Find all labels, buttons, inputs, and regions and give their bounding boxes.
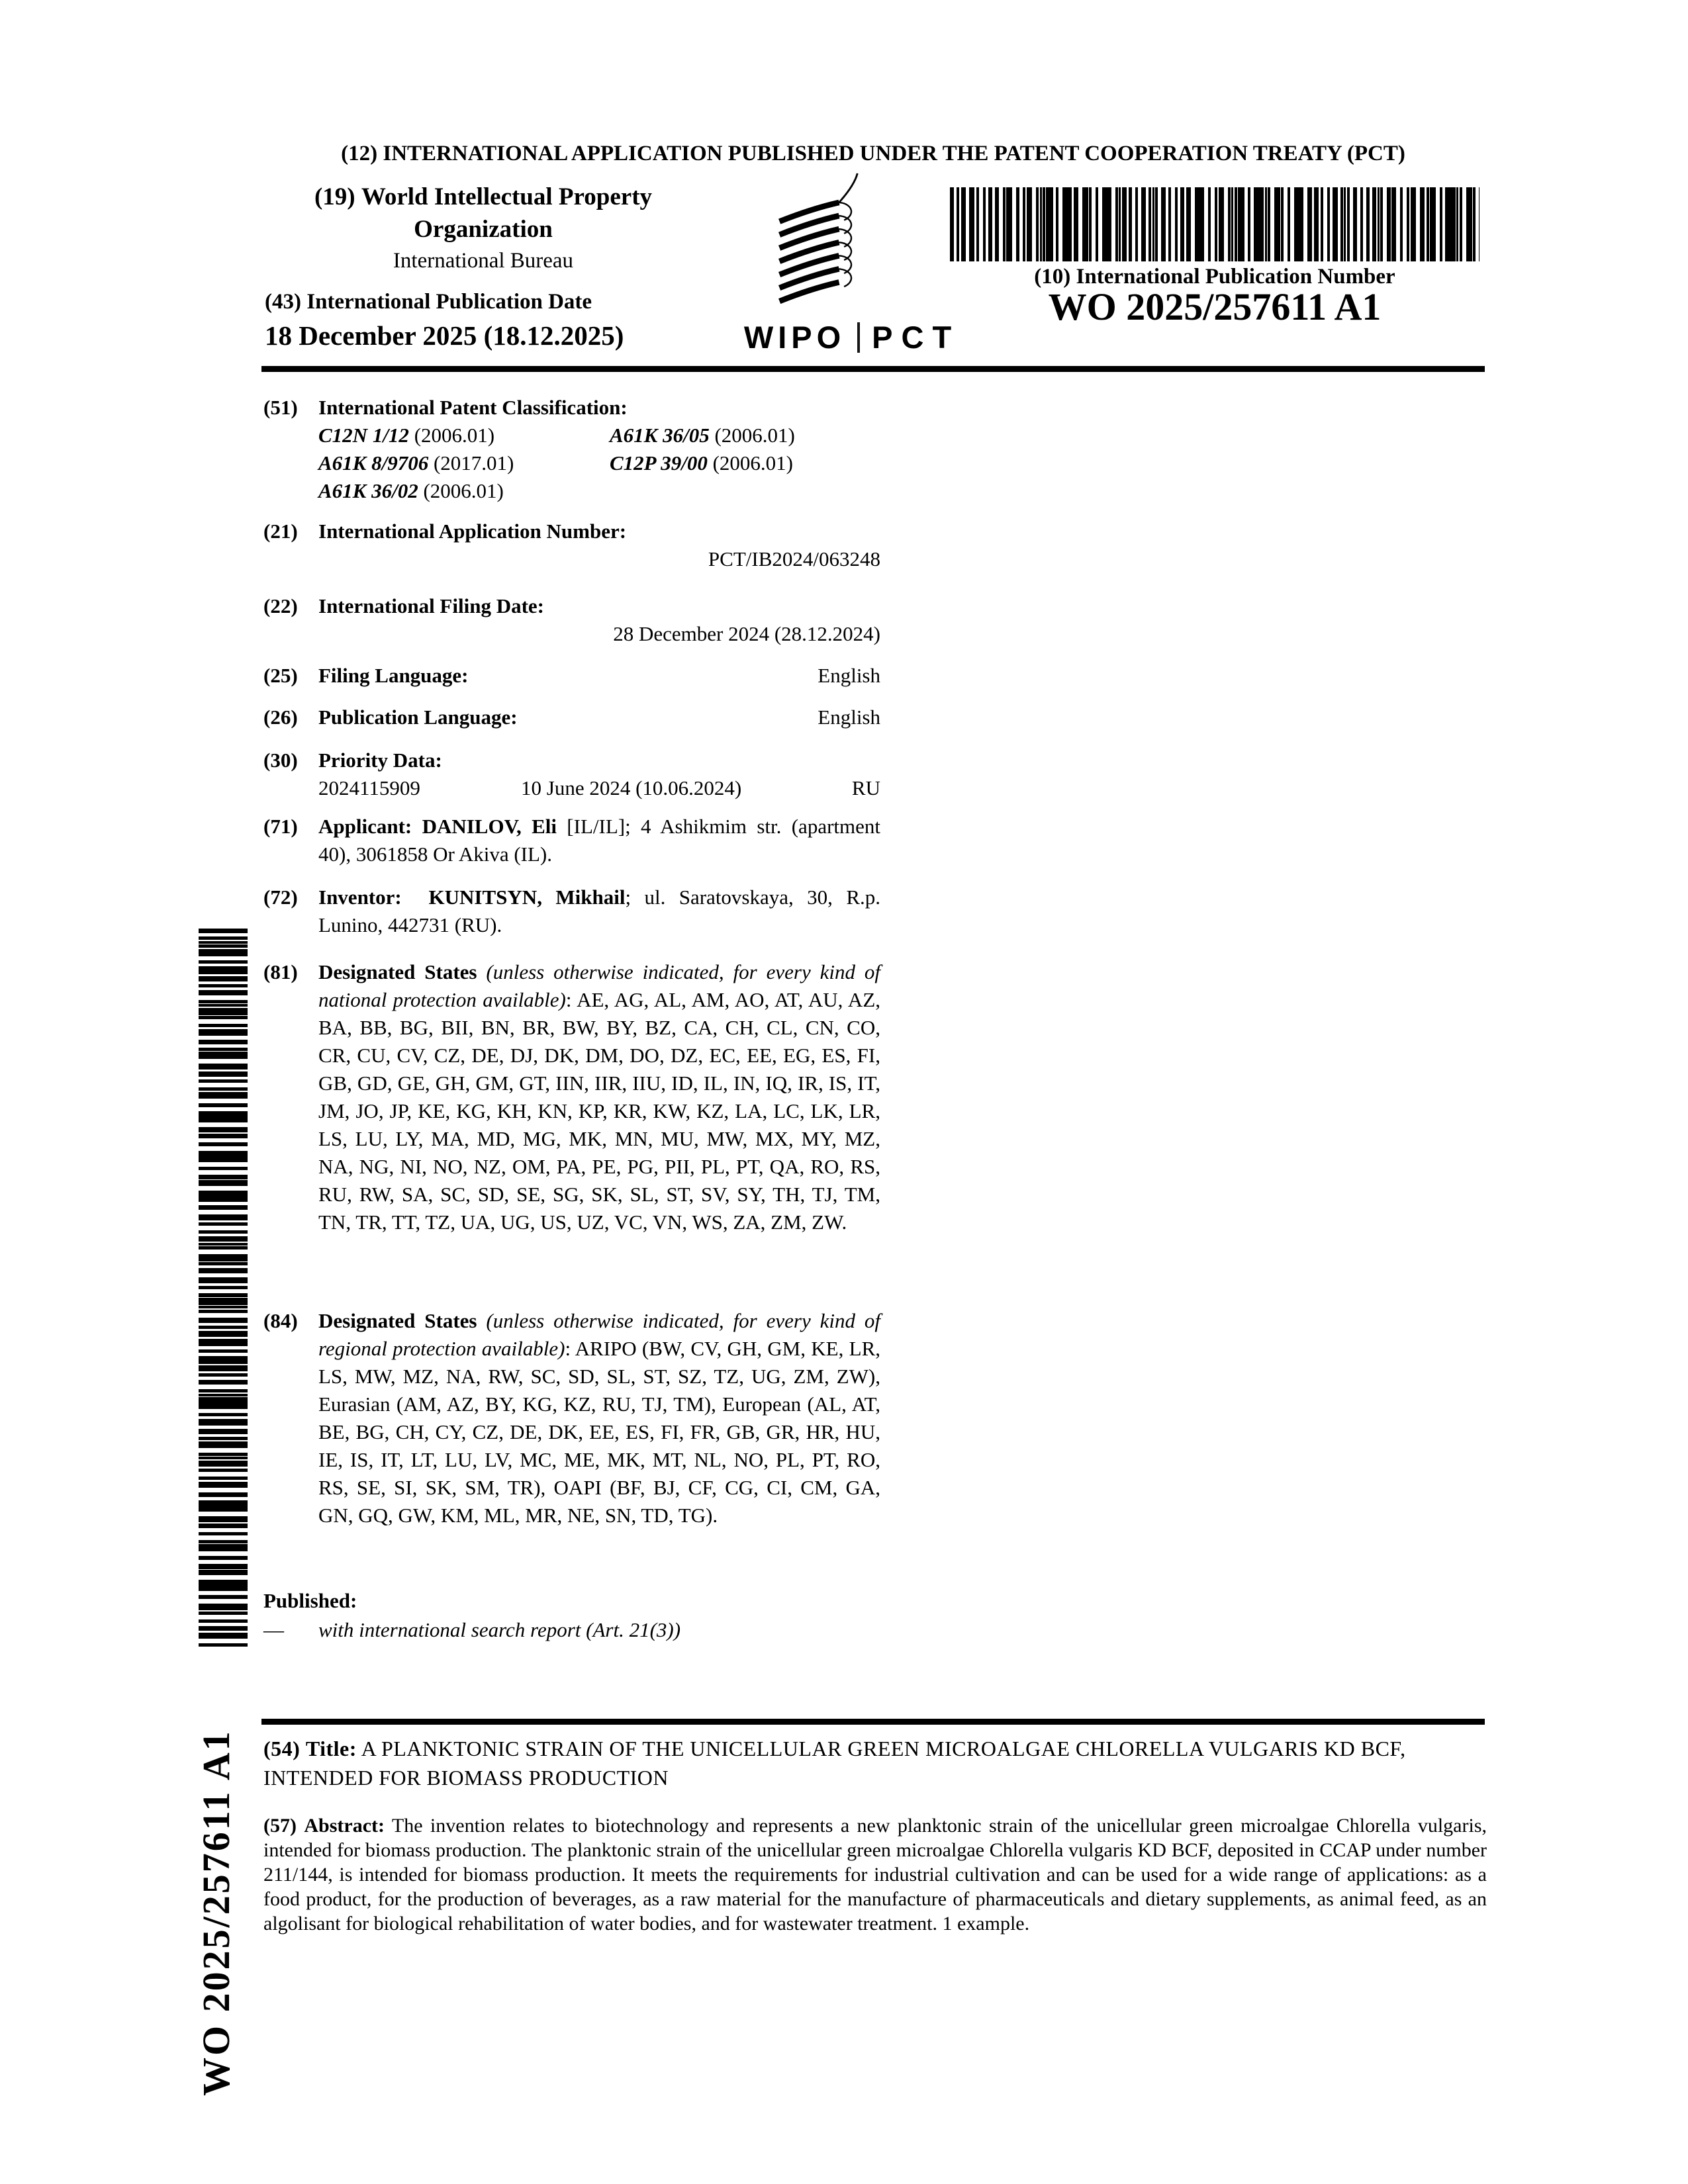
section-label: Applicant: <box>318 815 412 838</box>
inventor-details: ; ul. Saratovskaya, 30, R.p. Lunino, 442731 (RU). <box>318 886 881 936</box>
section-51 <box>263 394 880 505</box>
section-label: Publication Language: <box>318 705 518 729</box>
title-text: A PLANKTONIC STRAIN OF THE UNICELLULAR GREEN MICROALGAE CHLORELLA VULGARIS KD BCF, INTENDED FOR BIOMASS PRODUCTION <box>263 1737 1406 1790</box>
section-26 <box>263 704 880 731</box>
inventor-paragraph <box>318 884 880 939</box>
section-label: Priority Data: <box>318 749 442 772</box>
applicant-name: DANILOV, Eli <box>422 815 557 838</box>
published-label: Published: <box>263 1589 357 1612</box>
section-number: (72) <box>263 886 298 909</box>
section-number: (22) <box>263 594 298 617</box>
wipo-wordmark <box>736 319 968 355</box>
pct-treaty-line: (12) INTERNATIONAL APPLICATION PUBLISHED UNDER THE PATENT COOPERATION TREATY (PCT) <box>341 142 1405 165</box>
section-25 <box>263 662 880 690</box>
applicant-details: [IL/IL]; 4 Ashikmim str. (apartment 40), 3061858 Or Akiva (IL). <box>318 815 880 866</box>
designated-states-note: (unless otherwise indicated, for every kind of regional protection available) <box>318 1309 881 1360</box>
side-pub-number: WO 2025/257611 A1 <box>195 1729 238 2096</box>
org-bureau: International Bureau <box>393 249 574 273</box>
section-57 <box>263 1813 1487 1936</box>
designated-states-list: : ARIPO (BW, CV, GH, GM, KE, LR, LS, MW, MZ, NA, RW, SC, SD, SL, ST, SZ, TZ, UG, ZM, ZW), Eurasian (AM, AZ, BY, KG, KZ, RU, TJ, TM), European (AL, AT, BE, BG, CH, CY, CZ, DE, DK, EE, ES, FI, FR, GB, GR, HR, HU, IE, IS, IT, LT, LU, LV, MC, ME, MK, MT, NL, NO, PL, PT, RO, RS, SE, SI, SK, SM, TR), OAPI (BF, BJ, CF, CG, CI, CM, GA, GN, GQ, GW, KM, ML, MR, NE, SN, TD, TG). <box>318 1337 881 1527</box>
designated-states-national <box>318 958 880 1236</box>
section-number: (84) <box>263 1309 298 1332</box>
ipc-code: A61K 36/05 <box>610 424 710 447</box>
barcode <box>950 187 1479 261</box>
filing-date: 28 December 2024 (28.12.2024) <box>613 622 880 645</box>
section-number: (57) <box>263 1815 297 1837</box>
section-22 <box>263 592 880 648</box>
application-number: PCT/IB2024/063248 <box>708 547 880 570</box>
designated-states-regional <box>318 1307 880 1529</box>
field-19-number: (19) <box>314 183 355 210</box>
wipo-text: WIPO <box>743 320 846 355</box>
section-number: (54) <box>263 1737 301 1760</box>
ipc-code: C12P 39/00 <box>610 451 708 475</box>
filing-language: English <box>818 664 880 687</box>
section-label: International Application Number: <box>318 520 627 543</box>
section-number: (25) <box>263 664 298 687</box>
ipc-code: C12N 1/12 <box>318 424 409 447</box>
wipo-org-block <box>265 183 702 273</box>
section-label: International Filing Date: <box>318 594 544 617</box>
applicant-paragraph <box>318 813 880 868</box>
ipc-entry <box>318 477 610 505</box>
inventor-name: KUNITSYN, Mikhail <box>428 886 626 909</box>
ipc-entry <box>318 449 610 477</box>
section-number: (71) <box>263 815 298 838</box>
published-item <box>263 1616 880 1644</box>
pub-date-block <box>265 290 715 351</box>
section-label: Designated States <box>318 960 477 983</box>
ipc-year: (2006.01) <box>712 451 793 475</box>
org-name-line-2: Organization <box>414 216 553 243</box>
header-divider <box>261 366 1485 372</box>
side-barcode <box>199 929 248 1647</box>
abstract-text: The invention relates to biotechnology and represents a new planktonic strain of the unicellular green microalgae Chlorella vulgaris, intended for biomass production. The planktonic strain of the unicellular green microalgae Chlorella vulgaris KD BCF, deposited in CCAP under number 211/144, is intended for biomass production. It meets the requirements for industrial cultivation and can be used for a wide range of applications: as a food product, for the production of beverages, as a raw material for the manufacture of pharmaceuticals and dietary supplements, as animal feed, as an algolisant for biological rehabilitation of water bodies, and for wastewater treatment. 1 example. <box>263 1815 1487 1934</box>
pct-text: PCT <box>872 320 961 355</box>
ipc-entries <box>318 422 880 505</box>
org-name-text: World Intellectual Property <box>361 183 653 210</box>
pub-date-label: (43) International Publication Date <box>265 290 592 314</box>
dash-icon: — <box>263 1618 284 1641</box>
section-21 <box>263 518 880 573</box>
section-number: (26) <box>263 705 298 729</box>
section-30 <box>263 747 880 802</box>
ipc-code: A61K 36/02 <box>318 479 418 502</box>
title-label: Title: <box>305 1737 357 1760</box>
section-54 <box>263 1734 1487 1792</box>
section-84 <box>263 1307 880 1529</box>
section-label: Designated States <box>318 1309 477 1332</box>
section-label: International Patent Classification: <box>318 396 628 419</box>
title-divider <box>261 1719 1485 1725</box>
ipc-year: (2006.01) <box>714 424 795 447</box>
pub-date-value: 18 December 2025 (18.12.2025) <box>265 320 624 351</box>
wipo-swirl-icon <box>773 172 862 318</box>
section-number: (21) <box>263 520 298 543</box>
pub-num-label: (10) International Publication Number <box>1034 265 1395 289</box>
publication-language: English <box>818 705 880 729</box>
section-71 <box>263 813 880 868</box>
published-item-text: with international search report (Art. 21(3)) <box>318 1618 681 1641</box>
ipc-year: (2006.01) <box>414 424 495 447</box>
abstract-label: Abstract: <box>304 1815 385 1837</box>
section-72 <box>263 884 880 939</box>
designated-states-list: : AE, AG, AL, AM, AO, AT, AU, AZ, BA, BB, BG, BII, BN, BR, BW, BY, BZ, CA, CH, CL, CN, CO, CR, CU, CV, CZ, DE, DJ, DK, DM, DO, DZ, EC, EE, EG, ES, FI, GB, GD, GE, GH, GM, GT, IIN, IIR, IIU, ID, IL, IN, IQ, IR, IS, IT, JM, JO, JP, KE, KG, KH, KN, KP, KR, KW, KZ, LA, LC, LK, LR, LS, LU, LY, MA, MD, MG, MK, MN, MU, MW, MX, MY, MZ, NA, NG, NI, NO, NZ, OM, PA, PE, PG, PII, PL, PT, QA, RO, RS, RU, RW, SA, SC, SD, SE, SG, SK, SL, ST, SV, SY, TH, TJ, TM, TN, TR, TT, TZ, UA, UG, US, UZ, VC, VN, WS, ZA, ZM, ZW. <box>318 988 881 1234</box>
priority-number: 2024115909 <box>318 776 420 799</box>
priority-country: RU <box>851 776 880 799</box>
wordmark-divider-icon <box>857 322 860 353</box>
section-label: Filing Language: <box>318 664 469 687</box>
ipc-entry <box>318 422 610 449</box>
section-81 <box>263 958 880 1236</box>
section-number: (81) <box>263 960 298 983</box>
ipc-code: A61K 8/9706 <box>318 451 429 475</box>
designated-states-note: (unless otherwise indicated, for every kind of national protection available) <box>318 960 881 1011</box>
published-block <box>263 1587 880 1644</box>
section-label: Inventor: <box>318 886 402 909</box>
section-number: (30) <box>263 749 298 772</box>
priority-row <box>318 774 880 802</box>
priority-date: 10 June 2024 (10.06.2024) <box>521 776 742 799</box>
ipc-year: (2017.01) <box>433 451 514 475</box>
pub-num-value: WO 2025/257611 A1 <box>1048 285 1382 328</box>
ipc-year: (2006.01) <box>423 479 504 502</box>
ipc-entry <box>610 449 880 477</box>
section-number: (51) <box>263 396 298 419</box>
org-name-line-1 <box>265 183 702 211</box>
ipc-entry <box>610 422 880 449</box>
